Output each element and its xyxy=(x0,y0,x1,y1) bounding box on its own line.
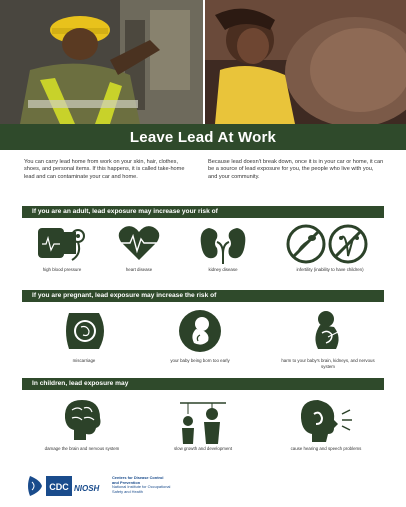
cdc-logo-text: CDC xyxy=(49,482,69,492)
caption-brain-damage: damage the brain and nervous system xyxy=(44,446,120,451)
intro-left: You can carry lead home from work on your skin, hair, clothes, shoes, and personal items. If this happens, it is called take-home lead and can contaminate your car and home. xyxy=(24,159,185,180)
footer-line-3: National Institute for Occupational xyxy=(112,484,171,490)
fetus-harm-icon xyxy=(310,309,346,358)
heart-icon xyxy=(117,224,161,267)
caption-kidney-disease: kidney disease xyxy=(208,267,238,272)
footer-line-4: Safety and Health xyxy=(112,488,143,494)
caption-miscarriage: miscarriage xyxy=(72,358,96,363)
section-pregnant-heading: If you are pregnant, lead exposure may increase the risk of xyxy=(22,290,384,302)
brain-icon xyxy=(62,398,102,447)
title-bar xyxy=(0,124,406,150)
infertility-icon xyxy=(286,222,370,271)
hearing-speech-icon xyxy=(298,398,354,447)
intro-right: Because lead doesn't break down, once it is in your car or home, it can be a source of lead exposure for you, the people who live with you, and your community. xyxy=(208,159,384,180)
pregnant-photo xyxy=(205,0,406,124)
caption-fetus-harm: harm to your baby's brain, kidneys, and nervous system xyxy=(281,358,375,369)
footer-org-text xyxy=(112,476,170,494)
caption-born-early: your baby being born too early xyxy=(170,358,230,363)
cdc-niosh-logo xyxy=(26,474,106,498)
premature-baby-icon xyxy=(178,309,222,358)
growth-icon xyxy=(178,400,228,449)
section-adult-heading: If you are an adult, lead exposure may increase your risk of xyxy=(22,206,384,218)
caption-blood-pressure: high blood pressure xyxy=(42,267,82,272)
blood-pressure-icon xyxy=(36,222,86,269)
miscarriage-icon xyxy=(59,311,109,356)
caption-slow-growth: slow growth and development xyxy=(173,446,233,451)
section-children-heading: In children, lead exposure may xyxy=(22,378,384,390)
footer-line-1: Centers for Disease Control xyxy=(112,475,164,480)
footer-line-2: and Prevention xyxy=(112,479,141,485)
niosh-logo-text: NIOSH xyxy=(74,484,100,493)
caption-infertility: infertility (inability to have children) xyxy=(296,267,364,272)
page-title: Leave Lead At Work xyxy=(129,128,277,146)
header-photos xyxy=(0,0,406,124)
caption-heart-disease: heart disease xyxy=(125,267,153,272)
worker-photo xyxy=(0,0,203,124)
kidney-icon xyxy=(199,224,247,269)
caption-hearing-speech: cause hearing and speech problems xyxy=(290,446,362,451)
